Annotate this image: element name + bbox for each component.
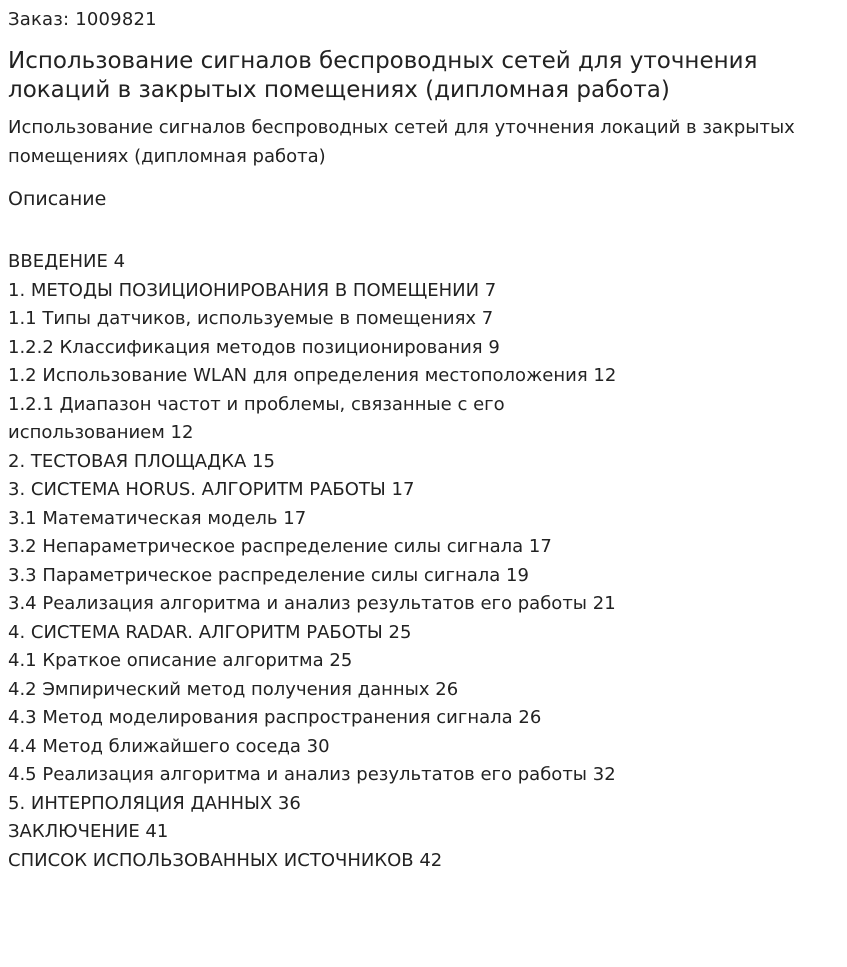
toc-item: СПИСОК ИСПОЛЬЗОВАННЫХ ИСТОЧНИКОВ 42: [8, 849, 443, 871]
toc-item: 3.4 Реализация алгоритма и анализ результатов его работы 21: [8, 593, 616, 614]
toc-item: 4.4 Метод ближайшего соседа 30: [8, 735, 330, 757]
toc-item: 3.3 Параметрическое распределение силы сигнала 19: [8, 564, 529, 586]
description-heading: Описание: [8, 188, 107, 210]
toc-item: 3.2 Непараметрическое распределение силы сигнала 17: [8, 536, 552, 557]
toc-item: 4. СИСТЕМА RADAR. АЛГОРИТМ РАБОТЫ 25: [8, 621, 412, 643]
toc-item: 3. СИСТЕМА HORUS. АЛГОРИТМ РАБОТЫ 17: [8, 479, 415, 500]
page-title: Использование сигналов беспроводных сетей для уточнения локаций в закрытых помещениях (дипломная работа): [8, 48, 758, 103]
page-subtitle: Использование сигналов беспроводных сетей для уточнения локаций в закрытых помещениях (дипломная работа): [8, 117, 795, 167]
toc-item: 4.3 Метод моделирования распространения сигнала 26: [8, 707, 542, 728]
toc-item: 1.2.2 Классификация методов позиционирования 9: [8, 336, 500, 358]
toc-item: 1. МЕТОДЫ ПОЗИЦИОНИРОВАНИЯ В ПОМЕЩЕНИИ 7: [8, 279, 497, 301]
toc-item: 5. ИНТЕРПОЛЯЦИЯ ДАННЫХ 36: [8, 792, 301, 814]
toc-item: 1.1 Типы датчиков, используемые в помещениях 7: [8, 308, 494, 329]
order-number: Заказ: 1009821: [8, 9, 157, 30]
toc-item: ЗАКЛЮЧЕНИЕ 41: [8, 821, 169, 842]
toc-item: 1.2 Использование WLAN для определения местоположения 12: [8, 365, 617, 386]
table-of-contents: [8, 248, 628, 875]
toc-item: 1.2.1 Диапазон частот и проблемы, связанные с его использованием 12: [8, 393, 505, 443]
toc-item: 4.2 Эмпирический метод получения данных 26: [8, 678, 459, 700]
toc-item: 3.1 Математическая модель 17: [8, 507, 307, 529]
toc-item: 4.5 Реализация алгоритма и анализ результатов его работы 32: [8, 764, 616, 785]
toc-item: 2. ТЕСТОВАЯ ПЛОЩАДКА 15: [8, 450, 275, 472]
toc-item: 4.1 Краткое описание алгоритма 25: [8, 650, 353, 671]
toc-item: ВВЕДЕНИЕ 4: [8, 251, 126, 272]
